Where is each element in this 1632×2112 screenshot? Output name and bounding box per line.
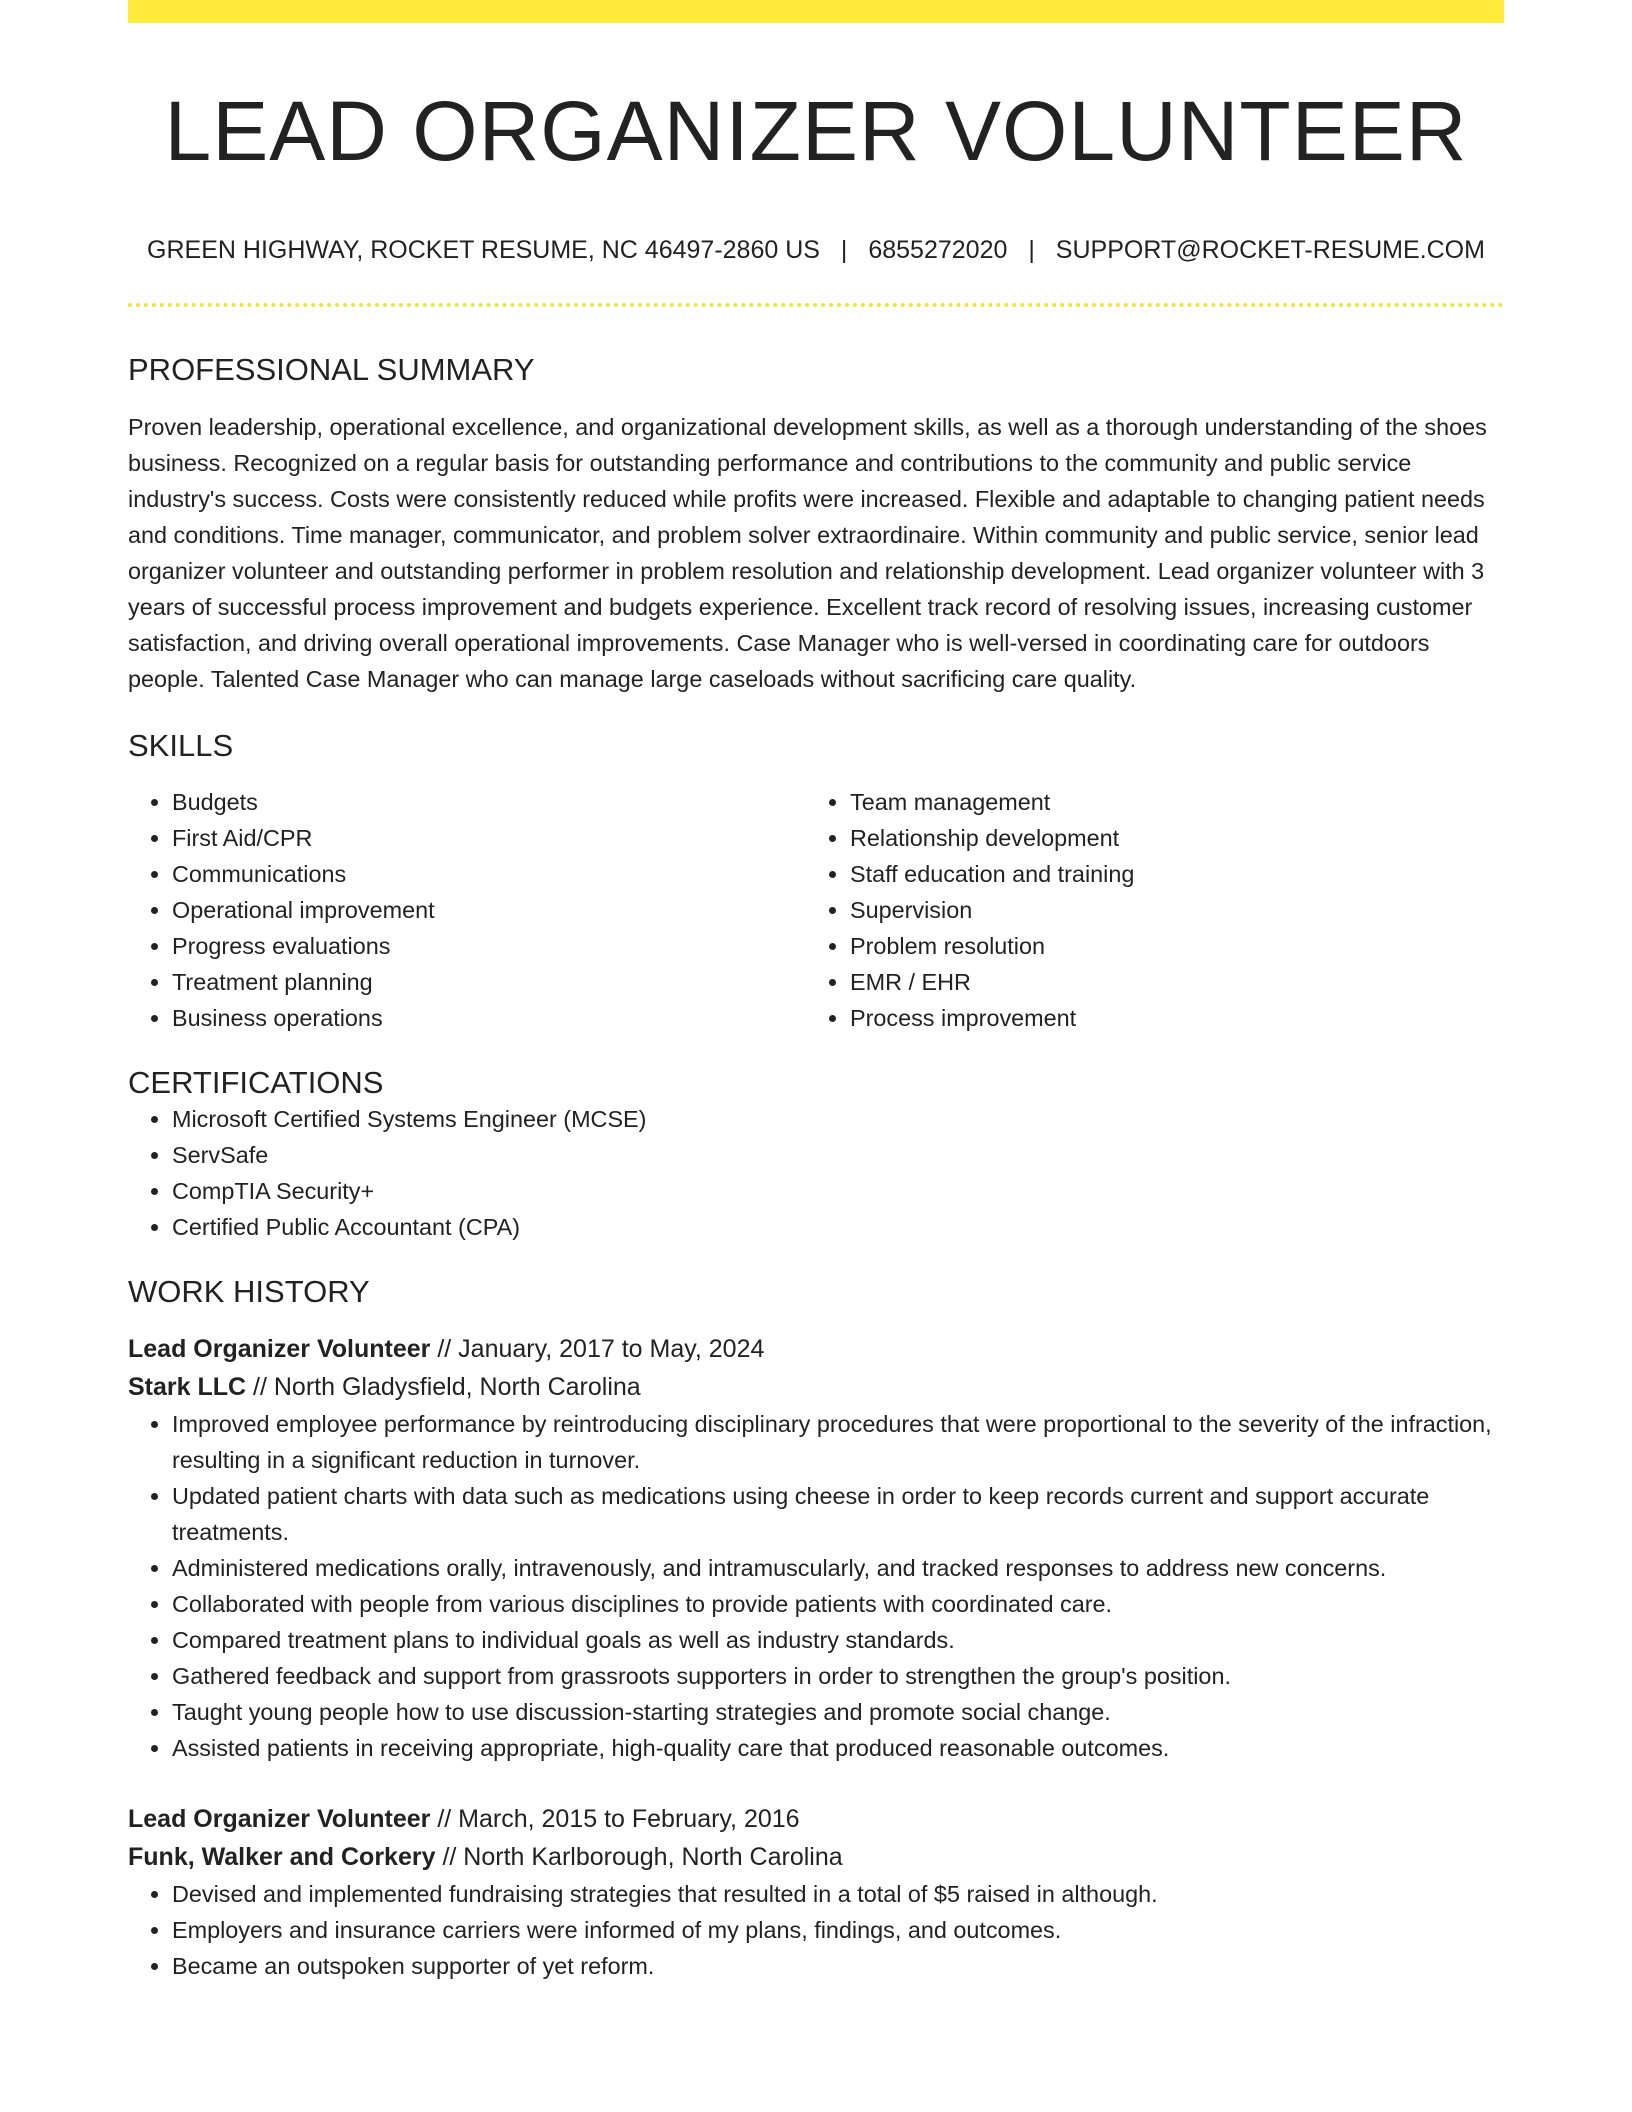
contact-line — [128, 235, 1504, 265]
job-title-line — [128, 1800, 1504, 1838]
job-duty-item: • Compared treatment plans to individual goals as well as industry standards. — [172, 1622, 1504, 1658]
certifications-list — [128, 1101, 1504, 1245]
skill-item: • Progress evaluations — [172, 928, 806, 964]
job-role: Lead Organizer Volunteer — [128, 1335, 431, 1364]
job-duty-item: • Updated patient charts with data such as medications using cheese in order to keep records current and support accurate treatments. — [172, 1478, 1504, 1550]
job-company-line — [128, 1838, 1504, 1876]
summary-heading: PROFESSIONAL SUMMARY — [128, 352, 535, 388]
summary-text: Proven leadership, operational excellence, and organizational development skills, as well as a thorough understanding of the shoes business. Recognized on a regular basis for outstanding performance and contributions to the community and public service industry's success. Costs were consistently reduced while profits were increased. Flexible and adaptable to changing patient needs and conditions. Time manager, communicator, and problem solver extraordinaire. Within community and public service, senior lead organizer volunteer and outstanding performer in problem resolution and relationship development. Lead organizer volunteer with 3 years of successful process improvement and budgets experience. Excellent track record of resolving issues, increasing customer satisfaction, and driving overall operational improvements. Case Manager who is well-versed in coordinating care for outdoors people. Talented Case Manager who can manage large caseloads without sacrificing care quality. — [128, 413, 1487, 692]
job-duty-item: • Assisted patients in receiving appropriate, high-quality care that produced reasonable outcomes. — [172, 1730, 1504, 1766]
work-history-heading: WORK HISTORY — [128, 1273, 370, 1309]
job-duty-item: • Gathered feedback and support from grassroots supporters in order to strengthen the group's position. — [172, 1658, 1504, 1694]
contact-email: SUPPORT@ROCKET-RESUME.COM — [1055, 236, 1485, 265]
job-duty-item: • Devised and implemented fundraising strategies that resulted in a total of $5 raised in although. — [172, 1876, 1504, 1912]
skill-item: • EMR / EHR — [850, 964, 1484, 1000]
job-location: // North Karlborough, North Carolina — [435, 1843, 843, 1872]
skills-list-right — [806, 784, 1484, 1036]
skill-item: • Relationship development — [850, 820, 1484, 856]
job-title-line — [128, 1330, 1504, 1368]
job-duty-item: • Became an outspoken supporter of yet reform. — [172, 1948, 1504, 1984]
resume-name-title: LEAD ORGANIZER VOLUNTEER — [164, 84, 1468, 178]
certification-item: • Certified Public Accountant (CPA) — [172, 1209, 1504, 1245]
header-divider — [128, 303, 1504, 307]
skill-item: • First Aid/CPR — [172, 820, 806, 856]
skill-item: • Operational improvement — [172, 892, 806, 928]
skill-item: • Staff education and training — [850, 856, 1484, 892]
certification-item: • CompTIA Security+ — [172, 1173, 1504, 1209]
contact-address: GREEN HIGHWAY, ROCKET RESUME, NC 46497-2860 US — [147, 236, 820, 265]
job-company-line — [128, 1368, 1504, 1406]
accent-top-bar — [128, 0, 1504, 23]
job-duty-item: • Taught young people how to use discussion-starting strategies and promote social change. — [172, 1694, 1504, 1730]
certifications-heading: CERTIFICATIONS — [128, 1064, 384, 1100]
skill-item: • Business operations — [172, 1000, 806, 1036]
job-duty-item: • Collaborated with people from various disciplines to provide patients with coordinated care. — [172, 1586, 1504, 1622]
skill-item: • Problem resolution — [850, 928, 1484, 964]
job-location: // North Gladysfield, North Carolina — [246, 1373, 641, 1402]
skill-item: • Communications — [172, 856, 806, 892]
skills-heading: SKILLS — [128, 727, 234, 763]
skills-list-left — [128, 784, 806, 1036]
job-entry — [128, 1330, 1504, 1766]
job-duties-list — [128, 1876, 1504, 1984]
job-duty-item: • Employers and insurance carriers were informed of my plans, findings, and outcomes. — [172, 1912, 1504, 1948]
job-dates: // January, 2017 to May, 2024 — [430, 1335, 765, 1364]
skill-item: • Team management — [850, 784, 1484, 820]
certification-item: • ServSafe — [172, 1137, 1504, 1173]
certification-item: • Microsoft Certified Systems Engineer (MCSE) — [172, 1101, 1504, 1137]
job-duties-list — [128, 1406, 1504, 1766]
skill-item: • Budgets — [172, 784, 806, 820]
job-company: Funk, Walker and Corkery — [128, 1843, 436, 1872]
skill-item: • Supervision — [850, 892, 1484, 928]
job-dates: // March, 2015 to February, 2016 — [430, 1805, 800, 1834]
job-entry — [128, 1800, 1504, 1984]
job-duty-item: • Improved employee performance by reintroducing disciplinary procedures that were proportional to the severity of the infraction, resulting in a significant reduction in turnover. — [172, 1406, 1504, 1478]
job-role: Lead Organizer Volunteer — [128, 1805, 431, 1834]
resume-page — [128, 0, 1504, 1984]
skills-columns — [128, 784, 1504, 1036]
job-company: Stark LLC — [128, 1373, 247, 1402]
skill-item: • Treatment planning — [172, 964, 806, 1000]
contact-phone: 6855272020 — [868, 236, 1008, 265]
contact-separator: | — [840, 236, 848, 265]
skill-item: • Process improvement — [850, 1000, 1484, 1036]
job-duty-item: • Administered medications orally, intravenously, and intramuscularly, and tracked responses to address new concerns. — [172, 1550, 1504, 1586]
contact-separator: | — [1028, 236, 1035, 265]
